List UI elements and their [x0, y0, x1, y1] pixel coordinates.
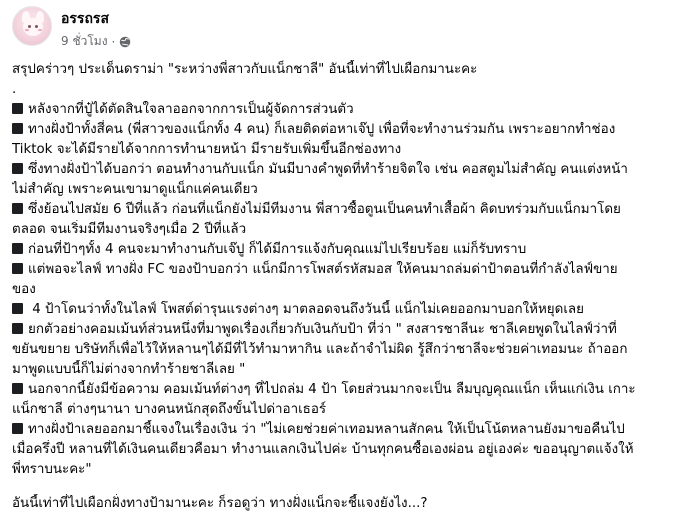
black-square-bullet-icon: [12, 423, 23, 434]
line-text: ยกตัวอย่างคอมเม้นท์ส่วนหนึ่งที่มาพูดเรื่องเกี่ยวกับเงินกับป้า ที่ว่า " สงสารชาลีนะ ชาลีเคยพูดในไลฟ์ว่าที่: [28, 322, 617, 337]
line-text: หลังจากที่ปู๋ได้ตัดสินใจลาออกจากการเป็นผู้จัดการส่วนตัว: [28, 102, 354, 117]
avatar-eye-right: [35, 25, 38, 28]
post-text-line: [12, 200, 668, 220]
black-square-bullet-icon: [12, 103, 23, 114]
avatar-blush-left: [25, 29, 29, 31]
line-text: พี่ทราบนะคะ": [12, 462, 92, 477]
post-text-line: [12, 400, 668, 420]
post-header: [12, 6, 652, 50]
post-meta: [61, 32, 131, 51]
line-text: ก่อนที่ป้าๆทั้ง 4 คนจะมาทำงานกับเจ๊ปู ก็ได้มีการแจ้งกับคุณแม่ไปเรียบร้อย แม่ก็รับทราบ: [28, 242, 527, 257]
post-text-line: [12, 320, 668, 340]
line-text: มาพูดแบบนี้ก็ไม่ต่างจากทำร้ายชาลีเลย ": [12, 362, 246, 377]
black-square-bullet-icon: [12, 303, 23, 314]
black-square-bullet-icon: [12, 123, 23, 134]
post-text-line: [12, 340, 668, 360]
line-text: ซึ่งย้อนไปสมัย 6 ปีที่แล้ว ก่อนที่แน็กยังไม่มีทีมงาน พี่สาวซื้อตูนเป็นคนทำเสื้อผ้า คิดบทร่วมกับแน็กมาโดย: [28, 202, 621, 217]
post-text-line: [12, 300, 668, 320]
post-text-line: [12, 140, 668, 160]
post-text-line: [12, 100, 668, 120]
author-name[interactable]: อรรถรส: [61, 11, 109, 27]
black-square-bullet-icon: [12, 383, 23, 394]
post-text-line: [12, 360, 668, 380]
post-text-line: [12, 120, 668, 140]
line-text: ทางฝั่งป้าเลยออกมาชี้แจงในเรื่องเงิน ว่า "ไม่เคยช่วยค่าเทอมหลานสักคน ให้เป็นโน้ตหลานยังมาขอคืนไป: [28, 422, 625, 437]
post-text-line: [12, 260, 668, 280]
black-square-bullet-icon: [12, 163, 23, 174]
closing-text: อันนี้เท่าที่ไปเผือกฝั่งทางป้ามานะคะ ก็รอดูว่า ทางฝั่งแน็กจะชี้แจงยังไง...?: [12, 496, 428, 511]
post-body: [12, 60, 668, 514]
line-text: เมื่อครึ่งปี หลานที่ได้เงินคนเดียวคือมา ทำงานแลกเงินไปค่ะ บ้านทุกคนซื้อเองผ่อน อยู่เองค่ะ ขออนุญาตแจ้งให้: [12, 442, 634, 457]
black-square-bullet-icon: [12, 243, 23, 254]
line-text: 4 ป้าโดนว่าทั้งในไลฟ์ โพสต์ด่ารุนแรงต่างๆ มาตลอดจนถึงวันนี้ แน็กไม่เคยออกมาบอกให้หยุดเลย: [28, 302, 584, 317]
post-text-line: [12, 440, 668, 460]
post-text-line: [12, 460, 668, 480]
post-text-line: [12, 60, 668, 80]
post-text-line: [12, 220, 668, 240]
line-text: นอกจากนี้ยังมีข้อความ คอมเม้นท์ต่างๆ ที่ไปถล่ม 4 ป้า โดยส่วนมากจะเป็น ลืมบุญคุณแน็ก เห็นแก่เงิน เกาะ: [28, 382, 636, 397]
author-avatar[interactable]: [12, 6, 52, 46]
paragraph-spacer: [12, 480, 668, 494]
black-square-bullet-icon: [12, 323, 23, 334]
post-text-line: [12, 240, 668, 260]
line-text: ขยันขยาย บริษัทก็เพื่อไว้ให้หลานๆได้มีที่ไว้ทำมาหากิน และถ้าจำไม่ผิด รู้สึกว่าชาลีจะช่วยค่าเทอมนะ ถ้าออก: [12, 342, 628, 357]
black-square-bullet-icon: [12, 203, 23, 214]
post-text-line: [12, 180, 668, 200]
avatar-blush-right: [38, 29, 42, 31]
line-text: แน็กชาลี ต่างๆนานา บางคนหนักสุดถึงขั้นไปด่าอาเธอร์: [12, 402, 327, 417]
post-text-line: [12, 420, 668, 440]
post-text-line: [12, 80, 668, 100]
line-text: แต่พอจะไลฟ์ ทางฝั่ง FC ของป้าบอกว่า แน็กมีการโพสต์รหัสมอส ให้คนมาถล่มด่าป้าตอนที่กำลังไลฟ์ขาย: [28, 262, 618, 277]
meta-separator: ·: [111, 34, 116, 49]
black-square-bullet-icon: [12, 263, 23, 274]
avatar-eye-left: [28, 25, 31, 28]
line-text: ทางฝั่งป้าทั้งสี่คน (พี่สาวของแน็กทั้ง 4 คน) ก็เลยติดต่อหาเจ๊ปู เพื่อที่จะทำงานร่วมกัน เพราะอยากทำช่อง: [28, 122, 616, 137]
globe-icon[interactable]: [119, 36, 131, 48]
line-text: Tiktok จะได้มีรายได้จากการทำนายหน้า มีรายรับเพิ่มขึ้นอีกช่องทาง: [12, 142, 402, 157]
post-text-line: [12, 380, 668, 400]
line-text: .: [12, 82, 17, 97]
post-text-line: [12, 280, 668, 300]
line-text: ซึ่งทางฝั่งป้าได้บอกว่า ตอนทำงานกับแน็ก มันมีบางคำพูดที่ทำร้ายจิตใจ เช่น คอสตูมไม่สำคัญ คนแต่งหน้า: [28, 162, 628, 177]
line-text: ไม่สำคัญ เพราะคนเขามาดูแน็กแค่คนเดียว: [12, 182, 258, 197]
post-text-line: [12, 160, 668, 180]
line-text: ของ: [12, 282, 36, 297]
line-text: สรุปคร่าวๆ ประเด็นดราม่า "ระหว่างพี่สาวกับแน็กชาลี" อันนี้เท่าที่ไปเผือกมานะคะ: [12, 62, 478, 77]
avatar-face: [23, 18, 43, 36]
post-time[interactable]: 9 ชั่วโมง: [61, 34, 108, 48]
line-text: ตลอด จนเริ่มมีทีมงานจริงๆเมื่อ 2 ปีที่แล้ว: [12, 222, 247, 237]
